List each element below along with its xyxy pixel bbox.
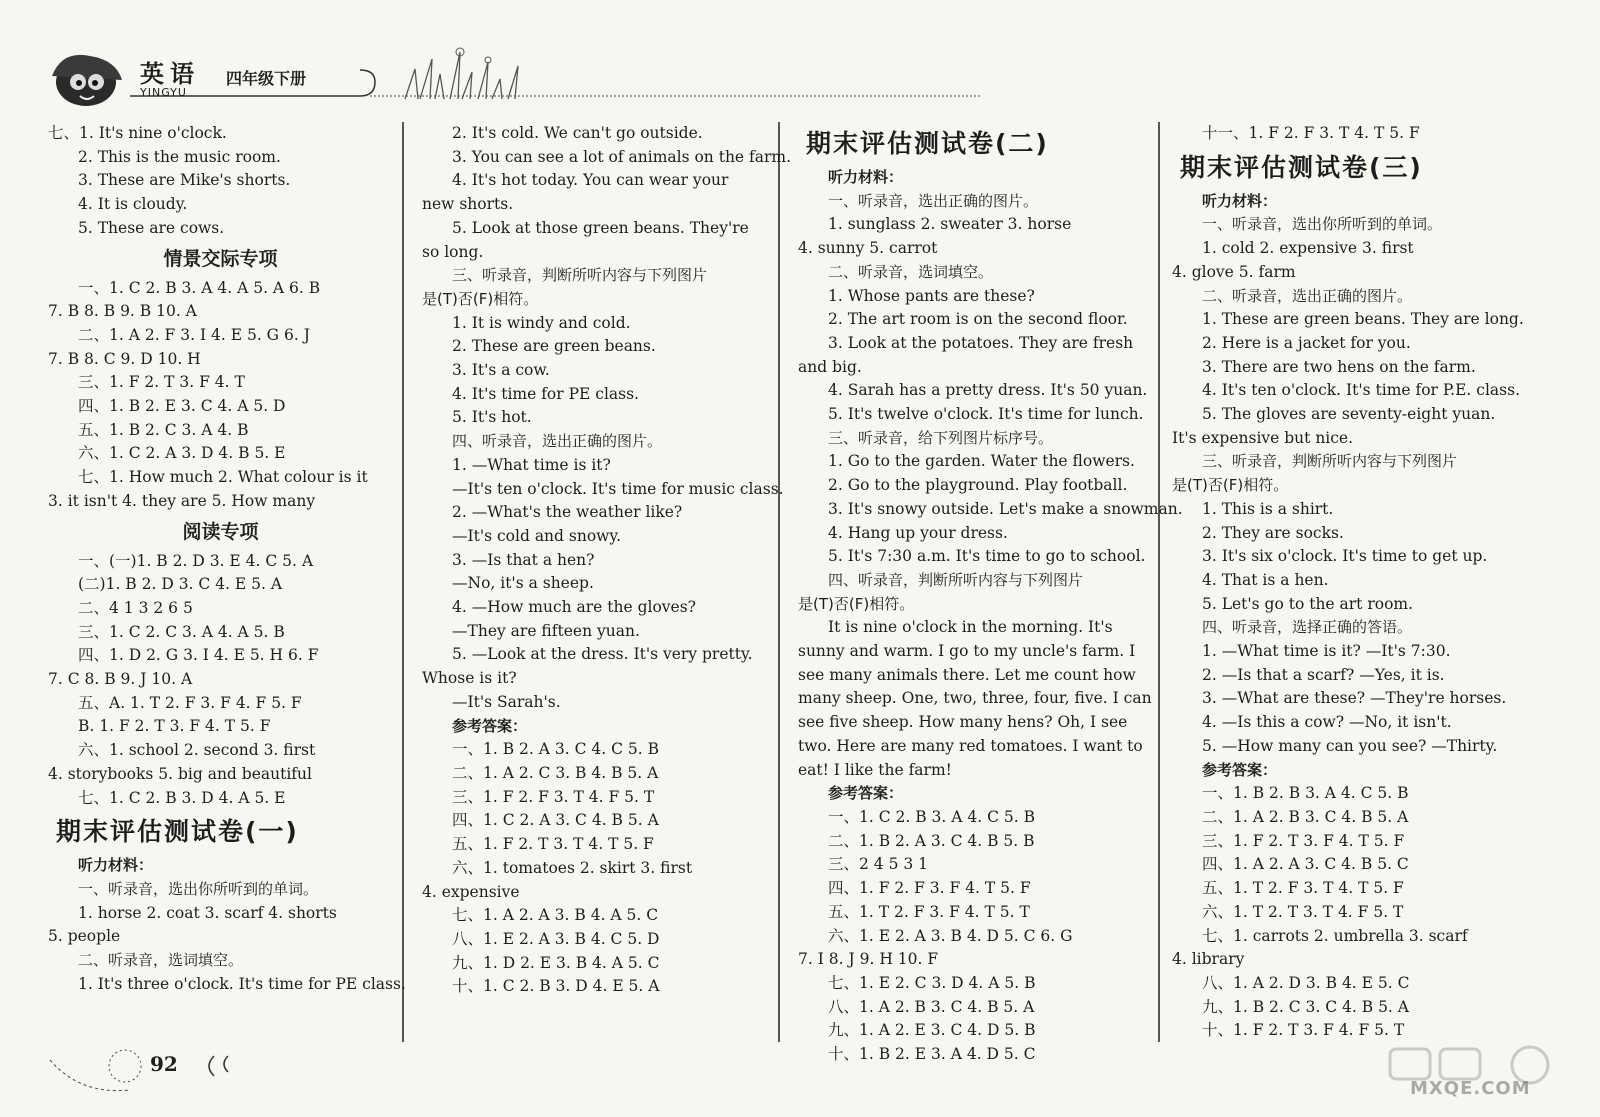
text-line: 听力材料： [828,168,904,186]
text-line: two. Here are many red tomatoes. I want to [798,736,1143,755]
text-line: 九、1. D 2. E 3. B 4. A 5. C [452,953,660,972]
text-line: —It's ten o'clock. It's time for music class. [452,479,784,498]
text-line: sunny and warm. I go to my uncle's farm. I [798,642,1136,661]
column-divider [402,122,404,1042]
text-line: 1. Go to the garden. Water the flowers. [828,452,1135,471]
text-line: 十、1. C 2. B 3. D 4. E 5. A [452,977,660,996]
text-line: 参考答案： [1202,760,1278,779]
text-line: 三、听录音，判断所听内容与下列图片 [1202,452,1458,471]
text-line: 4. Sarah has a pretty dress. It's 50 yuan. [828,381,1148,400]
text-line: 7. C 8. B 9. J 10. A [48,670,193,689]
text-line: 八、1. E 2. A 3. B 4. C 5. D [452,929,660,948]
page-header [30,40,980,110]
header-title: 英语 [140,59,200,88]
text-line: 5. It's 7:30 a.m. It's time to go to school. [828,547,1146,566]
text-line: see many animals there. Let me count how [798,665,1136,684]
text-line: 二、1. B 2. A 3. C 4. B 5. B [828,831,1035,850]
text-line: 二、听录音，选词填空。 [828,262,994,281]
text-line: 是(T)否(F)相符。 [1172,476,1289,495]
text-line: 1. It is windy and cold. [452,313,631,332]
text-line: 4. sunny 5. carrot [798,239,938,258]
column-4 [1172,122,1552,1043]
text-line: 1. horse 2. coat 3. scarf 4. shorts [78,903,337,922]
text-line: 一、听录音，选出正确的图片。 [828,191,1039,210]
text-line: 1. These are green beans. They are long. [1202,310,1524,329]
column-1 [48,122,406,997]
text-line: B. 1. F 2. T 3. F 4. T 5. F [78,717,271,736]
text-line: 2. Go to the playground. Play football. [828,476,1128,495]
text-line: 2. They are socks. [1202,523,1344,542]
text-line: 5. The gloves are seventy-eight yuan. [1202,405,1496,424]
text-line: 五、1. F 2. T 3. T 4. T 5. F [452,835,654,854]
text-line: 5. Look at those green beans. They're [452,218,749,237]
text-line: 1. Whose pants are these? [828,286,1035,305]
text-line: 5. people [48,927,121,946]
text-line: 3. it isn't 4. they are 5. How many [48,491,316,510]
column-divider [1158,122,1160,1042]
text-line: 一、1. C 2. B 3. A 4. A 5. A 6. B [78,278,321,297]
text-line: 三、1. F 2. T 3. F 4. T 5. F [1202,831,1405,850]
text-line: 1. sunglass 2. sweater 3. horse [828,215,1072,234]
text-line: 5. It's hot. [452,408,532,427]
text-line: see five sheep. How many hens? Oh, I see [798,713,1128,732]
text-line: It's expensive but nice. [1172,428,1354,447]
header-pinyin: YINGYU [140,86,187,99]
text-line: —They are fifteen yuan. [452,621,640,640]
text-line: 四、1. F 2. F 3. F 4. T 5. F [828,879,1031,898]
footer-bracket-icon [200,1052,240,1080]
text-line: 4. storybooks 5. big and beautiful [48,764,312,783]
text-line: 4. —Is this a cow? —No, it isn't. [1202,713,1452,732]
text-line: 听力材料： [1202,191,1278,210]
text-line: 4. It is cloudy. [78,195,188,214]
text-line: 听力材料： [78,856,154,875]
text-line: 十、1. F 2. T 3. F 4. F 5. T [1202,1021,1405,1040]
page-number: 92 [150,1052,178,1076]
text-line: 三、听录音，判断所听内容与下列图片 [452,266,708,285]
text-line: 八、1. A 2. D 3. B 4. E 5. C [1202,973,1410,992]
text-line: many sheep. One, two, three, four, five. I can [798,689,1152,708]
text-line: —It's Sarah's. [452,692,561,711]
watermark-text: MXQE.COM [1410,1078,1531,1099]
text-line: 4. It's time for PE class. [452,384,639,403]
text-line: 2. —Is that a scarf? —Yes, it is. [1202,665,1445,684]
text-line: 一、1. B 2. B 3. A 4. C 5. B [1202,784,1409,803]
text-line: 七、1. C 2. B 3. D 4. A 5. E [78,788,286,807]
text-line: 九、1. B 2. C 3. C 4. B 5. A [1202,997,1409,1016]
text-line: 四、听录音，选择正确的答语。 [1202,618,1413,637]
text-line: 六、1. E 2. A 3. B 4. D 5. C 6. G [828,926,1073,945]
text-line: 7. B 8. C 9. D 10. H [48,349,201,368]
text-line: 4. expensive [422,882,520,901]
text-line: 4. —How much are the gloves? [452,598,696,617]
text-line: 三、2 4 5 3 1 [828,855,929,874]
text-line: 4. Hang up your dress. [828,523,1008,542]
text-line: 5. —Look at the dress. It's very pretty. [452,645,753,664]
text-line: It is nine o'clock in the morning. It's [828,618,1113,637]
text-line: 4. It's ten o'clock. It's time for P.E. class. [1202,381,1520,400]
text-line: 1. This is a shirt. [1202,499,1334,518]
text-line: 情景交际专项 [163,247,278,270]
text-line: 五、1. T 2. F 3. F 4. T 5. T [828,902,1030,921]
text-line: 三、1. F 2. F 3. T 4. F 5. T [452,787,655,806]
text-line: 一、1. B 2. A 3. C 4. C 5. B [452,740,659,759]
text-line: 五、1. T 2. F 3. T 4. T 5. F [1202,879,1404,898]
text-line: 二、听录音，选词填空。 [78,951,244,970]
text-line: 4. It's hot today. You can wear your [452,171,729,190]
text-line: 参考答案： [828,784,904,803]
text-line: 七、1. E 2. C 3. D 4. A 5. B [828,973,1036,992]
text-line: 七、1. A 2. A 3. B 4. A 5. C [452,906,659,925]
text-line: 3. There are two hens on the farm. [1202,357,1476,376]
text-line: 十一、1. F 2. F 3. T 4. T 5. F [1202,124,1420,142]
text-line: 四、1. B 2. E 3. C 4. A 5. D [78,397,286,416]
text-line: 3. It's a cow. [452,361,550,380]
text-line: 二、1. A 2. F 3. I 4. E 5. G 6. J [78,325,310,344]
text-line: 3. You can see a lot of animals on the farm. [452,147,792,166]
text-line: Whose is it? [422,669,517,688]
text-line: new shorts. [422,195,514,214]
mascot-logo-icon [42,46,128,110]
text-line: 是(T)否(F)相符。 [798,594,915,613]
text-line: 3. Look at the potatoes. They are fresh [828,333,1134,352]
column-3 [798,122,1183,1067]
text-line: 五、1. B 2. C 3. A 4. B [78,420,249,439]
text-line: 1. —What time is it? [452,455,611,474]
text-line: 七、1. How much 2. What colour is it [78,468,368,487]
text-line: 四、听录音，选出正确的图片。 [452,432,663,451]
text-line: 3. —Is that a hen? [452,550,595,569]
text-line: 7. B 8. B 9. B 10. A [48,302,197,321]
text-line: 四、听录音，判断所听内容与下列图片 [828,570,1084,589]
text-line: 1. —What time is it? —It's 7:30. [1202,642,1451,661]
text-line: —No, it's a sheep. [452,574,594,593]
text-line: 三、听录音，给下列图片标序号。 [828,428,1054,447]
text-line: 3. These are Mike's shorts. [78,171,291,190]
text-line: 2. The art room is on the second floor. [828,310,1128,329]
text-line: 七、1. It's nine o'clock. [48,124,227,142]
text-line: 三、1. C 2. C 3. A 4. A 5. B [78,622,285,641]
header-grade: 四年级下册 [226,69,307,88]
text-line: 二、1. A 2. B 3. C 4. B 5. A [1202,807,1409,826]
text-line: 4. That is a hen. [1202,570,1329,589]
page-footer [40,1040,280,1100]
text-line: 六、1. C 2. A 3. D 4. B 5. E [78,444,286,463]
text-line: 三、1. F 2. T 3. F 4. T [78,373,245,392]
text-line: 六、1. tomatoes 2. skirt 3. first [452,858,693,877]
text-line: 1. cold 2. expensive 3. first [1202,239,1414,258]
text-line: 七、1. carrots 2. umbrella 3. scarf [1202,926,1468,945]
text-line: 四、1. A 2. A 3. C 4. B 5. C [1202,855,1409,874]
text-line: 1. It's three o'clock. It's time for PE class. [78,974,406,993]
text-line: 参考答案： [452,716,528,735]
grass-decoration-icon [400,44,530,100]
text-line: 3. —What are these? —They're horses. [1202,689,1507,708]
text-line: so long. [422,242,484,261]
text-line: 2. Here is a jacket for you. [1202,333,1411,352]
text-line: 期末评估测试卷(二) [806,129,1049,158]
text-line: 四、1. C 2. A 3. C 4. B 5. A [452,811,659,830]
text-line: 四、1. D 2. G 3. I 4. E 5. H 6. F [78,646,319,665]
text-line: 期末评估测试卷(三) [1180,152,1423,182]
text-line: 九、1. A 2. E 3. C 4. D 5. B [828,1021,1036,1040]
column-2 [422,122,792,999]
text-line: 一、听录音，选出你所听到的单词。 [1202,215,1443,234]
text-line: 六、1. school 2. second 3. first [78,741,316,760]
text-line: 五、A. 1. T 2. F 3. F 4. F 5. F [78,693,302,712]
text-line: 十、1. B 2. E 3. A 4. D 5. C [828,1045,1036,1064]
text-line: 3. It's snowy outside. Let's make a snowman. [828,499,1183,518]
text-line: 一、听录音，选出你所听到的单词。 [78,879,319,898]
text-line: (二)1. B 2. D 3. C 4. E 5. A [78,575,283,594]
text-line: 2. This is the music room. [78,147,281,166]
text-line: 3. It's six o'clock. It's time to get up. [1202,547,1488,566]
text-line: 5. It's twelve o'clock. It's time for lunch. [828,405,1144,424]
text-line: and big. [798,357,862,376]
text-line: 期末评估测试卷(一) [56,817,299,847]
text-line: 是(T)否(F)相符。 [422,289,539,308]
text-line: 5. —How many can you see? —Thirty. [1202,736,1498,755]
text-line: 二、听录音，选出正确的图片。 [1202,286,1413,305]
text-line: 5. These are cows. [78,218,225,237]
text-line: 2. —What's the weather like? [452,503,683,522]
column-divider [778,122,780,1042]
text-line: 八、1. A 2. B 3. C 4. B 5. A [828,997,1035,1016]
text-line: 阅读专项 [182,520,259,543]
text-line: 二、4 1 3 2 6 5 [78,598,193,617]
text-line: 2. It's cold. We can't go outside. [452,124,703,142]
text-line: eat! I like the farm! [798,760,952,779]
text-line: 二、1. A 2. C 3. B 4. B 5. A [452,763,659,782]
text-line: 7. I 8. J 9. H 10. F [798,950,939,969]
text-line: 4. glove 5. farm [1172,262,1296,281]
text-line: 2. These are green beans. [452,337,656,356]
text-line: 六、1. T 2. T 3. T 4. F 5. T [1202,902,1404,921]
text-line: 5. Let's go to the art room. [1202,594,1414,613]
text-line: —It's cold and snowy. [452,526,622,545]
text-line: 一、(一)1. B 2. D 3. E 4. C 5. A [78,551,314,570]
text-line: 一、1. C 2. B 3. A 4. C 5. B [828,807,1035,826]
text-line: 4. library [1172,950,1245,969]
